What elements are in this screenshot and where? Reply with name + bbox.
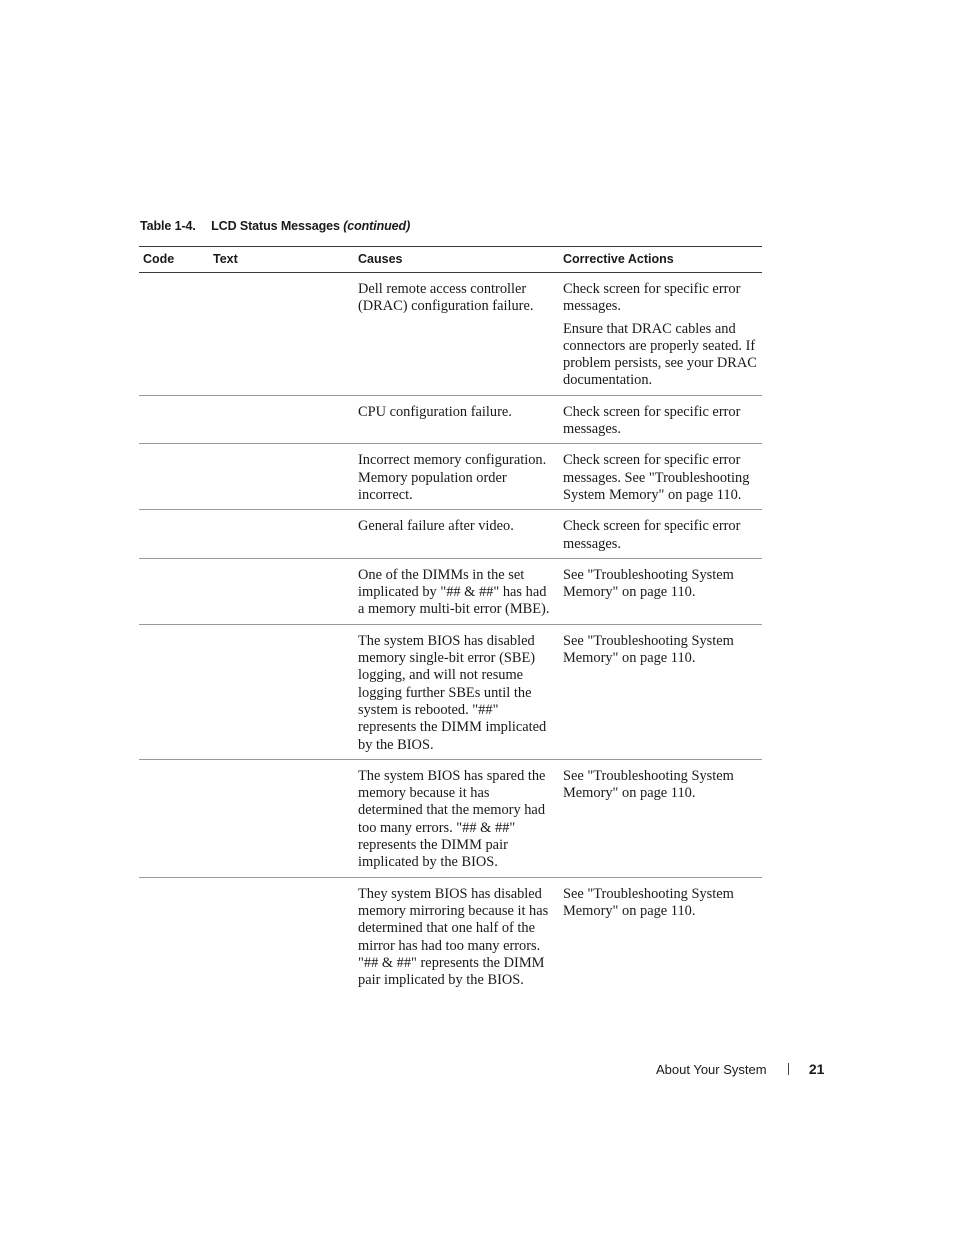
table-row [139,510,762,559]
table-number: Table 1-4. [140,219,196,233]
action-paragraph: See "Troubleshooting System Memory" on page 110. [563,885,734,919]
action-cell [557,273,762,396]
cause-cell: The system BIOS has disabled memory single-bit error (SBE) logging, and will not resume logging further SBEs until the system is rebooted. "##" represents the DIMM implicated by the BIOS. [355,624,557,759]
page-number: 21 [808,1061,825,1077]
action-paragraph: Check screen for specific error messages. [563,518,741,552]
text-cell [209,759,355,877]
action-paragraph: See "Troubleshooting System Memory" on page 110. [563,767,734,802]
code-cell [139,510,209,559]
action-paragraph: Check screen for specific error messages. See "Troubleshooting System Memory" on page 110. [563,452,750,503]
header-code: Code [139,247,209,273]
table-row [139,273,762,396]
table-row [139,444,762,510]
text-cell [209,273,355,396]
action-cell [557,624,762,759]
header-causes: Causes [355,247,557,273]
action-paragraph: See "Troubleshooting System Memory" on page 110. [563,632,734,667]
cause-cell: CPU configuration failure. [355,395,557,444]
table-header-row [139,247,762,273]
text-cell [209,510,355,559]
code-cell [139,759,209,877]
action-paragraph: Check screen for specific error messages. [563,403,741,438]
header-corrective-actions: Corrective Actions [557,247,762,273]
code-cell [139,395,209,444]
table-row [139,624,762,759]
text-cell [209,444,355,510]
code-cell [139,273,209,396]
cause-cell: Incorrect memory configuration. Memory population order incorrect. [355,444,557,510]
code-cell [139,877,209,994]
action-cell [557,395,762,444]
action-cell [557,510,762,559]
table-row [139,395,762,444]
code-cell [139,444,209,510]
action-paragraph: Check screen for specific error messages. [563,281,741,315]
action-cell [557,444,762,510]
table-title: LCD Status Messages [211,219,340,233]
action-cell [557,759,762,877]
text-cell [209,558,355,624]
text-cell [209,395,355,444]
table-caption [140,219,410,233]
text-cell [209,877,355,994]
table-row [139,759,762,877]
header-text: Text [209,247,355,273]
action-paragraph: Ensure that DRAC cables and connectors are properly seated. If problem persists, see your DRAC documentation. [563,320,757,389]
cause-cell: Dell remote access controller (DRAC) configuration failure. [355,273,557,396]
footer-divider [788,1063,789,1075]
cause-cell: They system BIOS has disabled memory mirroring because it has determined that one half of the mirror has had too many errors. "## & ##" represents the DIMM pair implicated by the BIOS. [358,885,549,989]
cause-cell: General failure after video. [355,510,557,559]
action-paragraph: See "Troubleshooting System Memory" on page 110. [563,566,734,601]
page-footer [656,1061,824,1077]
text-cell [209,624,355,759]
cause-cell: The system BIOS has spared the memory because it has determined that the memory had too many errors. "## & ##" represents the DIMM pair implicated by the BIOS. [355,759,557,877]
action-cell [557,877,762,994]
cause-cell: One of the DIMMs in the set implicated by "## & ##" has had a memory multi-bit error (MBE). [355,558,557,624]
lcd-status-table [139,246,762,994]
table-row [139,877,762,994]
table-row [139,558,762,624]
code-cell [139,624,209,759]
table-continued-note: (continued) [343,219,411,233]
footer-section-title: About Your System [656,1062,767,1077]
action-cell [557,558,762,624]
code-cell [139,558,209,624]
